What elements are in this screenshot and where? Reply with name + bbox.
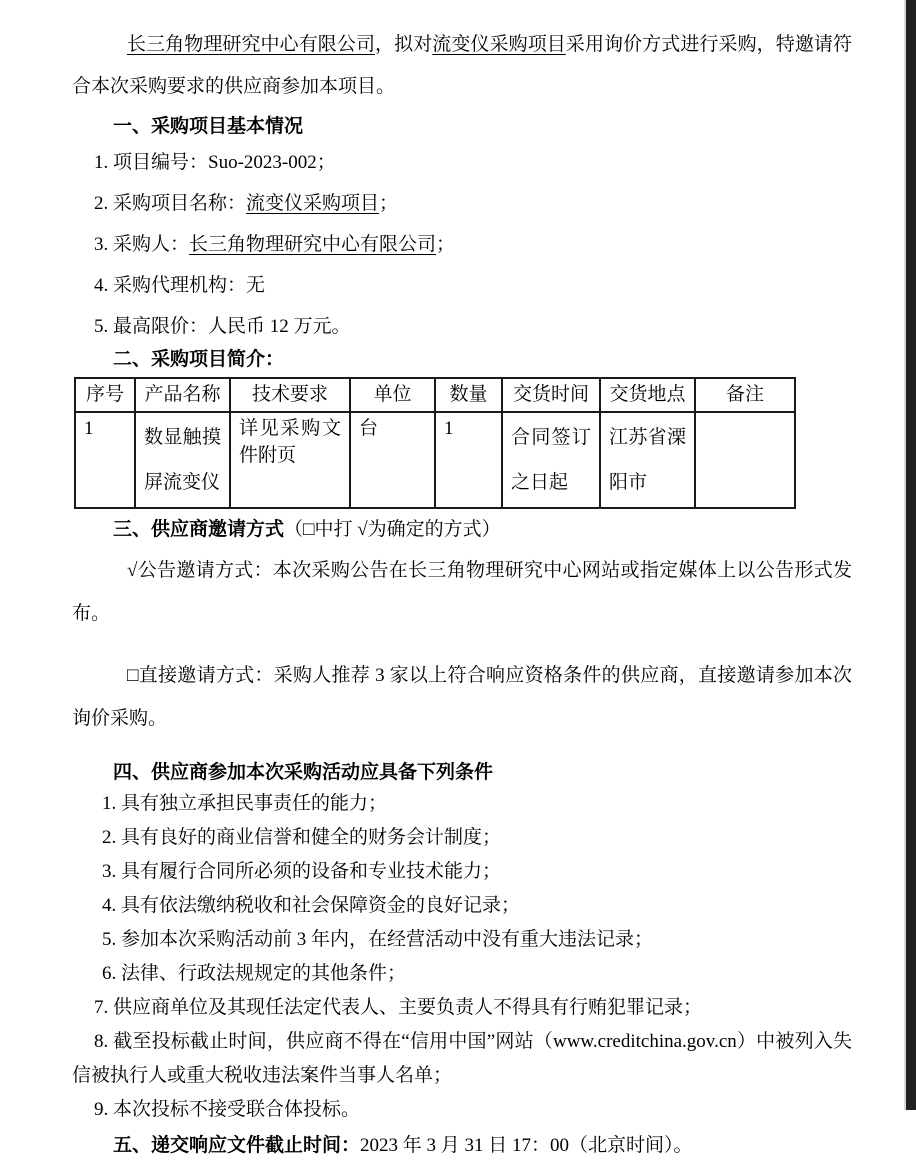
direct-invitation-paragraph: □直接邀请方式：采购人推荐 3 家以上符合响应资格条件的供应商，直接邀请参加本次询价采购。 xyxy=(72,665,852,729)
table-header-cell: 数量 xyxy=(435,378,502,412)
table-header-cell: 单位 xyxy=(350,378,435,412)
condition-item: 1. 具有独立承担民事责任的能力； xyxy=(102,793,388,814)
item-text: 1. 项目编号：Suo-2023-002； xyxy=(94,152,336,173)
announcement-invitation-paragraph: √公告邀请方式：本次采购公告在长三角物理研究中心网站或指定媒体上以公告形式发布。 xyxy=(72,560,852,624)
procurement-items-table xyxy=(74,377,796,509)
cell-delivery-time: 合同签订之日起 xyxy=(502,412,600,508)
deadline-value: 2023 年 3 月 31 日 17：00（北京时间）。 xyxy=(360,1135,693,1156)
document-page xyxy=(72,0,852,1161)
table-header-cell: 交货地点 xyxy=(600,378,695,412)
intro-paragraph xyxy=(72,24,852,108)
section-4-items xyxy=(72,787,852,1127)
cell-delivery-place: 江苏省溧阳市 xyxy=(600,412,695,508)
item-text: 2. 采购项目名称： xyxy=(94,193,247,214)
item-text: 4. 采购代理机构：无 xyxy=(94,275,266,296)
viewer-edge-strip xyxy=(904,0,916,1110)
cell-unit: 台 xyxy=(350,412,435,508)
condition-item: 5. 参加本次采购活动前 3 年内，在经营活动中没有重大违法记录； xyxy=(102,929,654,950)
section-heading-4: 四、供应商参加本次采购活动应具备下列条件 xyxy=(113,762,494,783)
condition-item: 3. 具有履行合同所必须的设备和专业技术能力； xyxy=(102,861,502,882)
item-underlined: 长三角物理研究中心有限公司 xyxy=(189,234,437,255)
list-item xyxy=(72,306,852,347)
table-header-cell: 技术要求 xyxy=(230,378,350,412)
condition-item: 7. 供应商单位及其现任法定代表人、主要负责人不得具有行贿犯罪记录； xyxy=(94,997,703,1018)
list-item xyxy=(72,183,852,224)
section-heading-1: 一、采购项目基本情况 xyxy=(113,116,304,137)
cell-tech-requirement: 详见采购文件附页 xyxy=(230,412,350,508)
list-item xyxy=(72,142,852,183)
list-item xyxy=(72,265,852,306)
condition-item: 8. 截至投标截止时间，供应商不得在“信用中国”网站（www.creditchina.gov.cn）中被列入失信被执行人或重大税收违法案件当事人名单； xyxy=(72,1031,852,1086)
project-name-underlined: 流变仪采购项目 xyxy=(432,34,566,55)
table-header-cell: 交货时间 xyxy=(502,378,600,412)
cell-serial-no: 1 xyxy=(75,412,135,508)
section-heading-2: 二、采购项目简介： xyxy=(113,349,285,370)
section-heading-5 xyxy=(72,1131,852,1161)
condition-item: 2. 具有良好的商业信誉和健全的财务会计制度； xyxy=(102,827,502,848)
table-header-cell: 序号 xyxy=(75,378,135,412)
intro-text-rest: 采用询价方式进行采购，特邀请符合本次采购要求的供应商参加本项目。 xyxy=(72,34,852,97)
table-row xyxy=(75,412,795,508)
item-underlined: 流变仪采购项目 xyxy=(246,193,380,214)
heading-3-bold: 三、供应商邀请方式 xyxy=(113,519,285,540)
condition-item: 6. 法律、行政法规规定的其他条件； xyxy=(102,963,407,984)
condition-item: 9. 本次投标不接受联合体投标。 xyxy=(94,1099,361,1120)
table-header-cell: 产品名称 xyxy=(135,378,230,412)
item-text: 3. 采购人： xyxy=(94,234,190,255)
section-heading-3 xyxy=(72,515,852,545)
section-1-items xyxy=(72,142,852,347)
item-tail: ； xyxy=(436,234,456,255)
condition-item: 4. 具有依法缴纳税收和社会保障资金的良好记录； xyxy=(102,895,521,916)
purchaser-name-underlined: 长三角物理研究中心有限公司 xyxy=(127,34,376,55)
item-tail: ； xyxy=(379,193,399,214)
list-item xyxy=(72,224,852,265)
heading-5-bold: 五、递交响应文件截止时间： xyxy=(113,1135,361,1156)
table-header-cell: 备注 xyxy=(695,378,795,412)
cell-note xyxy=(695,412,795,508)
heading-3-note: （□中打 √为确定的方式） xyxy=(284,519,501,540)
item-text: 5. 最高限价：人民币 12 万元。 xyxy=(94,316,351,337)
intro-text: ，拟对 xyxy=(375,34,433,55)
cell-product-name: 数显触摸屏流变仪 xyxy=(135,412,230,508)
table-header-row xyxy=(75,378,795,412)
cell-quantity: 1 xyxy=(435,412,502,508)
